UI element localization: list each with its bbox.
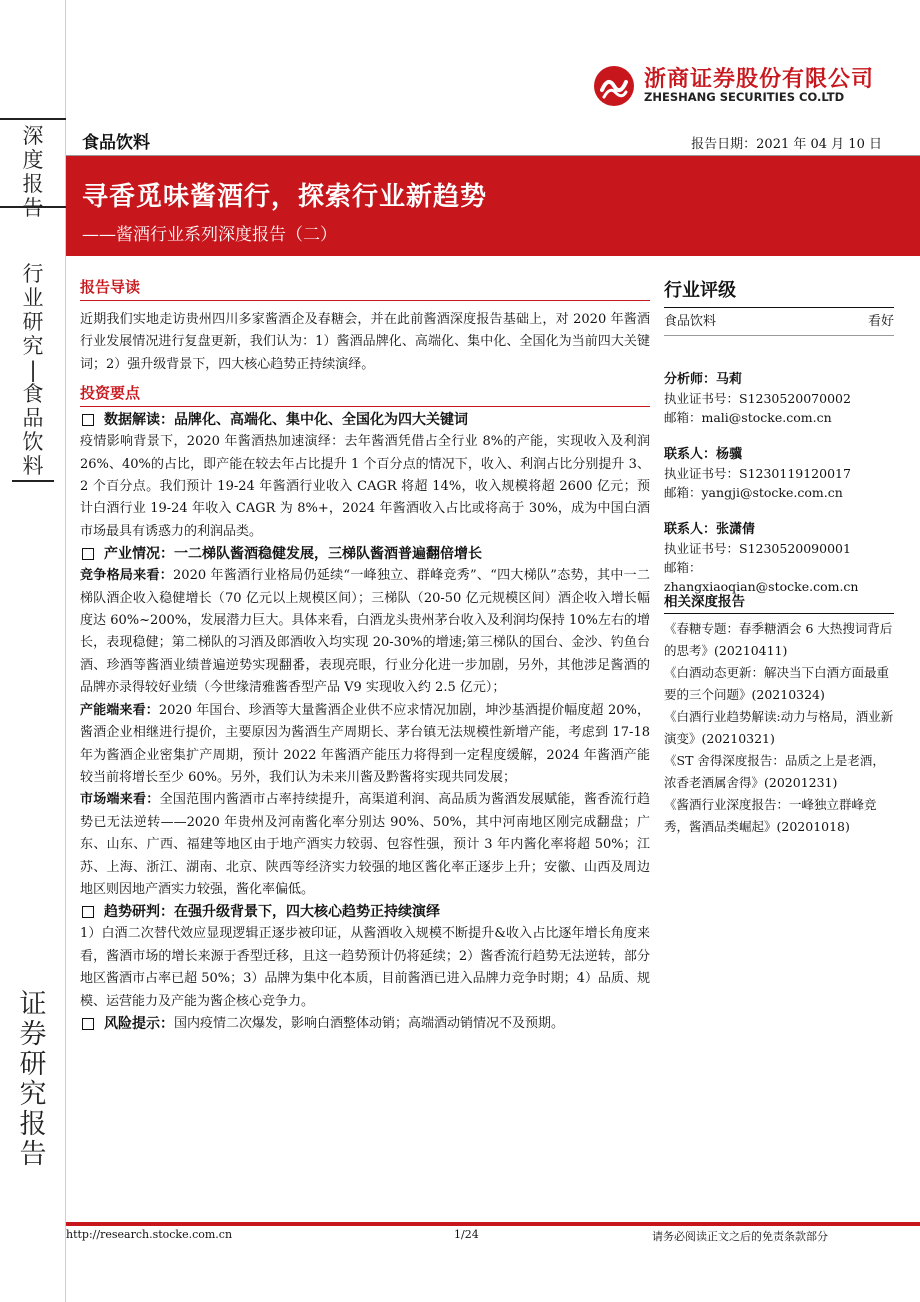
contact-email[interactable]: 邮箱：yangji@stocke.com.cn bbox=[664, 485, 843, 500]
title-banner bbox=[66, 156, 920, 256]
related-report-item[interactable]: 《酱酒行业深度报告：一峰独立群峰竞秀，酱酒品类崛起》(20201018) bbox=[664, 797, 877, 834]
company-logo-icon bbox=[592, 64, 636, 108]
guide-rule bbox=[80, 300, 650, 301]
footer-rule bbox=[66, 1222, 920, 1226]
risk-lead: 风险提示： bbox=[104, 1015, 174, 1032]
competition-lead: 竞争格局来看： bbox=[80, 568, 174, 584]
bullet-data-text: 疫情影响背景下，2020 年酱酒热加速演绎：去年酱酒凭借占全行业 8%的产能，实现收入及利润 26%、40%的占比，即产能在较去年占比提升 1 个百分点的情况下，收入、利润占比分别提升 3、2 个百分点。我们预计 19-24 年酱酒行业收入 CAGR 将超 14%，收入规模将超 2600 亿元；预计白酒行业 19-24 年收入 CAGR 为 8%+，2024 年酱酒收入占比或将高于 30%，成为中国白酒市场最具有诱惑力的利润品类。 bbox=[80, 434, 650, 539]
company-name-en: ZHESHANG SECURITIES CO.LTD bbox=[644, 90, 845, 104]
bullet-industry-title: 产业情况：一二梯队酱酒稳健发展，三梯队酱酒普遍翻倍增长 bbox=[104, 546, 482, 563]
page-number: 1/24 bbox=[454, 1228, 479, 1241]
contact-cert: 执业证书号：S1230520070002 bbox=[664, 391, 851, 406]
contact-name: 联系人：杨骥 bbox=[664, 447, 743, 462]
checkbox-square-icon bbox=[82, 414, 94, 426]
report-subtitle: ——酱酒行业系列深度报告（二） bbox=[82, 225, 337, 245]
competition-paragraph bbox=[80, 565, 650, 699]
related-report-item[interactable]: 《白酒动态更新：解决当下白酒方面最重要的三个问题》(20210324) bbox=[664, 665, 890, 702]
related-report-item[interactable]: 《白酒行业趋势解读:动力与格局，酒业新演变》(20210321) bbox=[664, 709, 894, 746]
rating-row bbox=[664, 308, 894, 336]
market-lead: 市场端来看： bbox=[80, 792, 160, 808]
bullet-trend-text: 1）白酒二次替代效应显现逻辑正逐步被印证，从酱酒收入规模不断提升&收入占比逐年增长角度来看，酱酒市场的增长来源于香型迁移，且这一趋势预计仍将延续；2）酱香流行趋势无法逆转，部分地区酱酒市占率已超 50%；3）品牌为集中化本质，目前酱酒已进入品牌力竞争时期；4）品质、规模、运营能力及产能为酱企核心竞争力。 bbox=[80, 926, 650, 1009]
points-rule bbox=[80, 406, 650, 407]
rating-sector: 食品饮料 bbox=[664, 314, 717, 329]
market-paragraph bbox=[80, 789, 650, 901]
side-column bbox=[0, 0, 66, 1302]
contact-card bbox=[664, 370, 894, 427]
company-logo bbox=[592, 58, 875, 118]
guide-heading: 报告导读 bbox=[80, 278, 141, 296]
competition-text: 2020 年酱酒行业格局仍延续“一峰独立、群峰竞秀”、“四大梯队”态势，其中一二梯队酒企收入稳健增长（70 亿元以上规模区间）；三梯队（20-50 亿元规模区间）酒企收入增长幅度达 60%~200%，发展潜力巨大。具体来看，白酒龙头贵州茅台收入及利润均保持 10%左右的增长，表现稳健；第二梯队的习酒及郎酒收入均实现 20-30%的增速;第三梯队的国台、金沙、钓鱼台酒、珍酒等酱酒业绩普遍逆势实现翻番，表现亮眼，行业分化进一步加剧，另外，其他涉足酱酒的品牌亦录得较好业绩（今世缘清雅酱香型产品 V9 实现收入约 2.5 亿元）； bbox=[80, 568, 650, 696]
checkbox-square-icon bbox=[82, 548, 94, 560]
contact-email[interactable]: 邮箱：mali@stocke.com.cn bbox=[664, 410, 832, 425]
report-date: 报告日期：2021 年 04 月 10 日 bbox=[691, 137, 882, 152]
side-label-report-type: 深 度 报 告 bbox=[0, 118, 66, 208]
related-report-item[interactable]: 《春糖专题：春季糖酒会 6 大热搜词背后的思考》(20210411) bbox=[664, 621, 893, 658]
contact-name: 联系人：张潇倩 bbox=[664, 522, 756, 537]
footer-url[interactable]: http://research.stocke.com.cn bbox=[66, 1228, 233, 1241]
related-report-item[interactable]: 《ST 舍得深度报告：品质之上是老酒，浓香老酒属舍得》(20201231) bbox=[664, 753, 885, 790]
capacity-paragraph bbox=[80, 700, 650, 790]
contact-cert: 执业证书号：S1230520090001 bbox=[664, 541, 851, 556]
contact-name: 分析师：马莉 bbox=[664, 372, 743, 387]
main-content bbox=[80, 276, 650, 1035]
rating-value: 看好 bbox=[867, 314, 894, 329]
sector-label: 食品饮料 bbox=[82, 133, 150, 153]
disclaimer-note: 请务必阅读正文之后的免责条款部分 bbox=[652, 1230, 828, 1243]
related-reports-heading: 相关深度报告 bbox=[664, 590, 894, 614]
capacity-text: 2020 年国台、珍酒等大量酱酒企业供不应求情况加剧，坤沙基酒提价幅度超 20%，酱酒企业相继进行提价，主要原因为酱酒生产周期长、茅台镇无法规模性新增产能，考虑到 17-18 年为酱酒企业密集扩产周期，预计 2022 年酱酒产能压力将得到一定程度缓解，2024 年酱酒产能较当前将增长至少 60%。另外，我们认为未来川酱及黔酱将实现共同发展； bbox=[80, 702, 650, 785]
bullet-trend-title: 趋势研判：在强升级背景下，四大核心趋势正持续演绎 bbox=[104, 904, 440, 921]
bullet-risk bbox=[80, 1013, 650, 1035]
bullet-data bbox=[80, 409, 650, 431]
checkbox-square-icon bbox=[82, 1018, 94, 1030]
side-label-securities: 证 券 研 究 报 告 bbox=[19, 989, 47, 1170]
contact-card bbox=[664, 520, 894, 596]
rating-heading: 行业评级 bbox=[664, 276, 894, 308]
sector-bar bbox=[66, 126, 920, 156]
sidebar-info bbox=[664, 276, 894, 596]
market-text: 全国范围内酱酒市占率持续提升，高渠道利润、高品质为酱酒发展赋能，酱香流行趋势已无法逆转——2020 年贵州及河南酱化率分别达 90%、50%，其中河南地区刚完成翻盘；广东、山东、广西、福建等地区由于地产酒实力较弱、包容性强，预计 3 年内酱化率将超 50%；江苏、上海、浙江、湖南、北京、陕西等经济实力较强的地区酱化率正逐步上升；安徽、山西及周边地区则因地产酒实力较强，酱化率偏低。 bbox=[80, 792, 650, 897]
side-divider bbox=[12, 480, 54, 482]
report-title: 寻香觅味酱酒行，探索行业新趋势 bbox=[82, 182, 488, 212]
contact-cert: 执业证书号：S1230119120017 bbox=[664, 466, 851, 481]
side-label-category: 行 业 研 究 | 食 品 饮 料 bbox=[22, 262, 44, 478]
bullet-industry bbox=[80, 543, 650, 565]
bullet-trend bbox=[80, 901, 650, 923]
capacity-lead: 产能端来看： bbox=[80, 702, 159, 718]
points-heading: 投资要点 bbox=[80, 384, 141, 403]
bullet-data-title: 数据解读：品牌化、高端化、集中化、全国化为四大关键词 bbox=[104, 412, 468, 429]
guide-text: 近期我们实地走访贵州四川多家酱酒企及春糖会，并在此前酱酒深度报告基础上，对 2020 年酱酒行业发展情况进行复盘更新，我们认为：1）酱酒品牌化、高端化、集中化、全国化为当前四大关键词；2）强升级背景下，四大核心趋势正持续演绎。 bbox=[80, 312, 650, 372]
checkbox-square-icon bbox=[82, 906, 94, 918]
contact-email[interactable]: 邮箱：zhangxiaoqian@stocke.com.cn bbox=[664, 560, 859, 594]
contact-card bbox=[664, 445, 894, 502]
related-reports-list bbox=[664, 618, 896, 838]
risk-text: 国内疫情二次爆发，影响白酒整体动销；高端酒动销情况不及预期。 bbox=[174, 1015, 565, 1031]
company-name-cn: 浙商证券股份有限公司 bbox=[644, 67, 875, 92]
